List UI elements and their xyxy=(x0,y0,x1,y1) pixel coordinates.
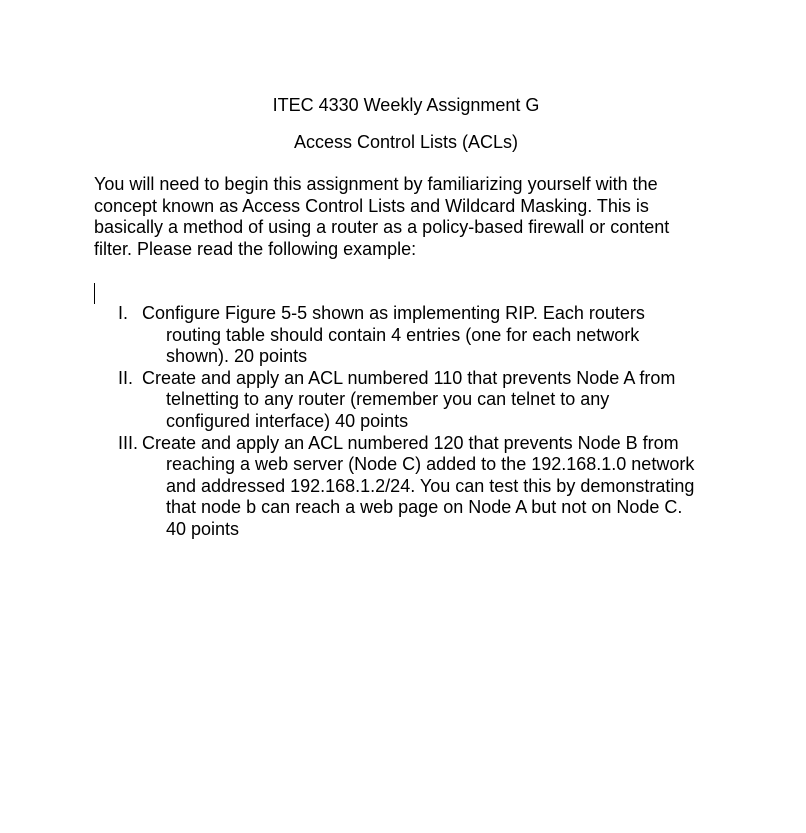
task-number: I. xyxy=(118,303,129,323)
intro-line: You will need to begin this assignment by familiarizing yourself with the xyxy=(94,174,658,194)
task-line: Create and apply an ACL numbered 120 that prevents Node B from xyxy=(142,432,679,453)
task-line: configured interface) 40 points xyxy=(166,410,409,431)
task-line: 40 points xyxy=(166,518,240,539)
task-line: that node b can reach a web page on Node A but not on Node C. xyxy=(166,497,683,518)
document-subtitle: Access Control Lists (ACLs) xyxy=(293,132,519,152)
task-item xyxy=(0,303,806,368)
intro-line: filter. Please read the following example: xyxy=(94,238,417,259)
task-line: routing table should contain 4 entries (one for each network xyxy=(166,324,640,345)
task-list xyxy=(0,303,806,541)
task-item xyxy=(0,368,806,433)
task-line: Configure Figure 5-5 shown as implementing RIP. Each routers xyxy=(142,303,645,323)
task-line: reaching a web server (Node C) added to the 192.168.1.0 network xyxy=(166,454,695,475)
intro-paragraph xyxy=(94,174,714,260)
document-title: ITEC 4330 Weekly Assignment G xyxy=(272,95,540,115)
task-number: III. xyxy=(118,432,139,453)
task-line: shown). 20 points xyxy=(166,346,308,367)
task-line: and addressed 192.168.1.2/24. You can test this by demonstrating xyxy=(166,475,695,496)
task-line: Create and apply an ACL numbered 110 that prevents Node A from xyxy=(142,367,676,388)
task-item xyxy=(0,433,806,541)
intro-line: basically a method of using a router as a policy-based firewall or content xyxy=(94,217,670,238)
task-number: II. xyxy=(118,367,134,388)
intro-line: concept known as Access Control Lists and Wildcard Masking. This is xyxy=(94,195,649,216)
task-line: telnetting to any router (remember you can telnet to any xyxy=(166,389,610,410)
text-cursor xyxy=(94,283,95,304)
